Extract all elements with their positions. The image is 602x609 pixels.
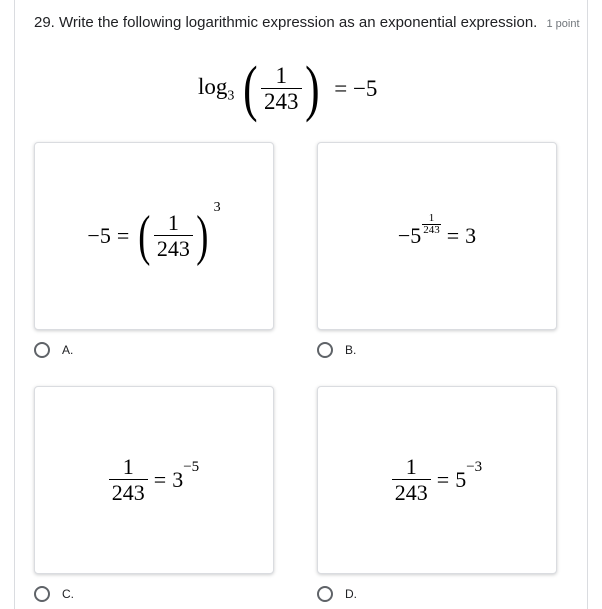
option-c-base: 3 <box>172 466 184 492</box>
option-b-base: −5 <box>397 223 422 248</box>
prompt-equation <box>198 54 377 124</box>
prompt-fraction <box>261 63 302 116</box>
question-title <box>34 14 580 33</box>
option-d-radio-row[interactable] <box>317 586 357 602</box>
option-c-exponent: −5 <box>183 459 200 476</box>
option-b-rhs: 3 <box>465 223 477 248</box>
right-paren: ) <box>304 55 320 123</box>
option-a-lhs: −5 <box>87 223 111 248</box>
option-b-equation <box>397 211 477 249</box>
option-c-label: C. <box>62 587 74 601</box>
prompt-denominator: 243 <box>261 88 302 115</box>
option-a-card[interactable] <box>34 142 274 330</box>
option-d-exponent: −3 <box>466 459 483 476</box>
option-b-radio-row[interactable] <box>317 342 356 358</box>
option-b-exponent-fraction: $\frac{1}{243}$ <box>423 211 440 236</box>
option-d-equation <box>392 455 482 505</box>
left-border <box>14 0 15 609</box>
prompt-numerator: 1 <box>275 62 288 88</box>
log-function: $\log_3$ <box>198 73 235 104</box>
option-c-radio-row[interactable] <box>34 586 74 602</box>
option-a-radio[interactable] <box>34 342 50 358</box>
option-a-equation: −5 = ( $\frac{1}{243}$ ) 3 <box>87 200 221 267</box>
left-paren: ( <box>243 55 258 123</box>
option-b-card[interactable] <box>317 142 557 330</box>
option-d-fraction: $\frac{1}{243}$ <box>392 455 431 505</box>
option-b-equals: = <box>446 223 460 248</box>
option-a-equals: = <box>116 223 130 248</box>
log-base: 3 <box>227 88 235 104</box>
option-a-fraction: $\frac{1}{243}$ <box>154 211 193 261</box>
option-d-radio[interactable] <box>317 586 333 602</box>
option-d-base: 5 <box>455 466 467 492</box>
option-c-card[interactable] <box>34 386 274 574</box>
option-a-label: A. <box>62 343 74 357</box>
option-a-exponent: 3 <box>213 200 221 215</box>
option-c-equals: = <box>153 466 167 492</box>
option-a-radio-row[interactable] <box>34 342 73 358</box>
prompt-rhs: = −5 <box>334 76 378 101</box>
right-border <box>587 0 588 609</box>
option-c-fraction: $\frac{1}{243}$ <box>109 455 148 505</box>
option-c-radio[interactable] <box>34 586 50 602</box>
option-d-label: D. <box>345 587 357 601</box>
option-d-equals: = <box>436 466 450 492</box>
option-b-label: B. <box>345 343 357 357</box>
option-c-equation <box>109 455 199 505</box>
option-b-radio[interactable] <box>317 342 333 358</box>
option-d-card[interactable] <box>317 386 557 574</box>
question-text: 29. Write the following logarithmic expression as an exponential expression. <box>34 14 538 31</box>
points-label: 1 point <box>546 18 580 30</box>
